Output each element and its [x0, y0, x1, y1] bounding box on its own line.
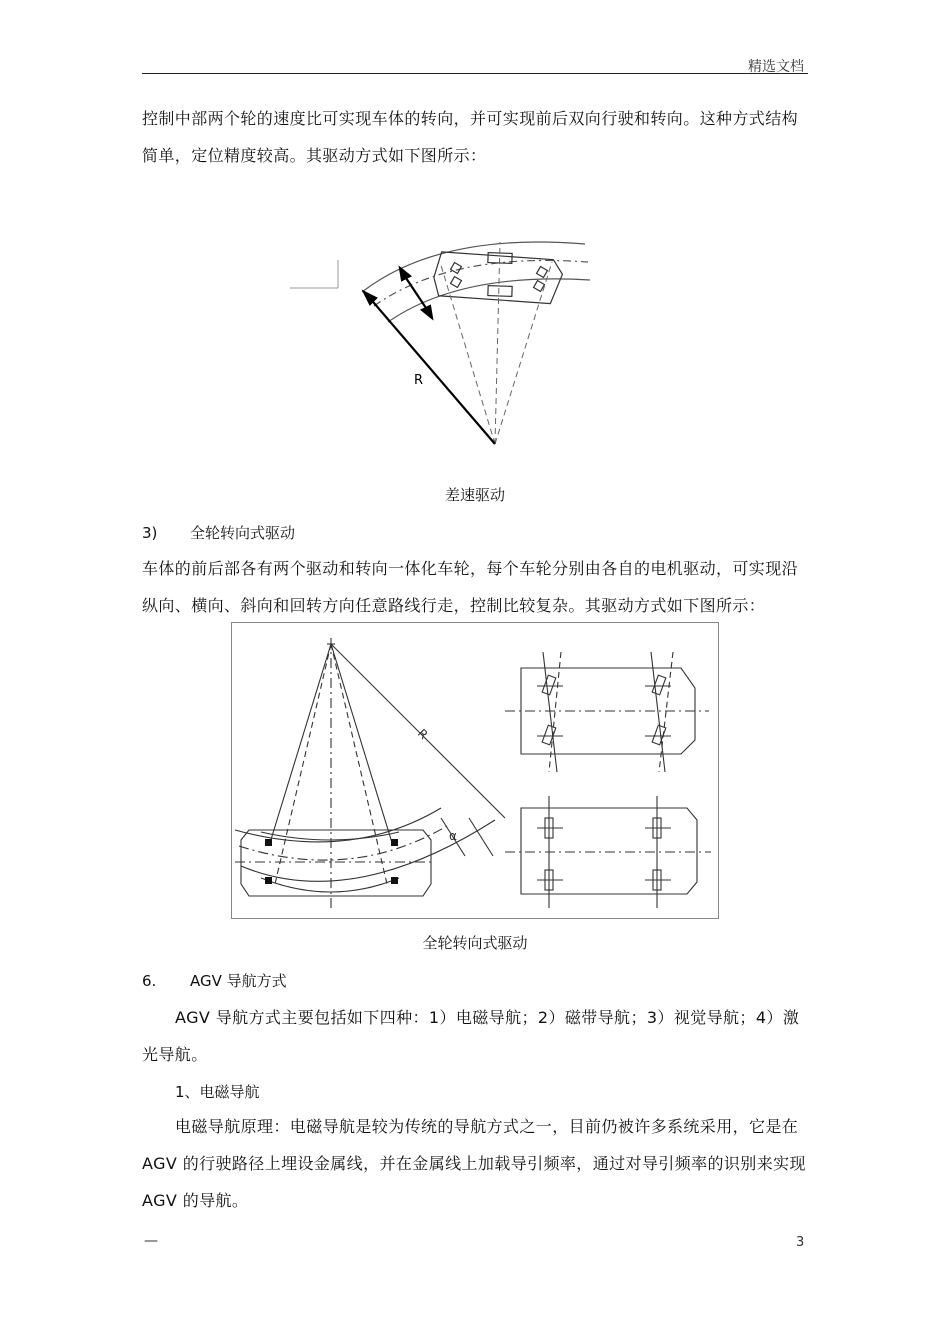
header-divider [142, 73, 808, 74]
figure2-caption: 全轮转向式驱动 [422, 934, 528, 952]
right-top-diagram [505, 652, 709, 772]
angle-label: α [449, 829, 457, 843]
footer-dash: — [144, 1233, 158, 1249]
paragraph-all-wheel: 车体的前后部各有两个驱动和转向一体化车轮，每个车轮分别由各自的电机驱动，可实现沿纵向、横向、斜向和回转方向任意路线行走，控制比较复杂。其驱动方式如下图所示： [142, 559, 799, 615]
section3-heading [142, 522, 295, 543]
all-wheel-steering-figure [231, 622, 719, 919]
vehicle-body [433, 251, 564, 304]
differential-drive-figure [280, 232, 600, 457]
section3-title: 全轮转向式驱动 [190, 524, 296, 542]
center-lines [440, 242, 552, 444]
paragraph-electromagnetic: 电磁导航原理：电磁导航是较为传统的导航方式之一，目前仍被许多系统采用，它是在AGV 的行驶路径上埋设金属线，并在金属线上加载导引频率，通过对导引频率的识别来实现AGV 的导航。 [142, 1117, 806, 1210]
header-label: 精选文档 [748, 59, 804, 75]
section6-title: AGV 导航方式 [190, 972, 287, 990]
section3-number: 3) [142, 524, 158, 542]
paragraph-differential: 控制中部两个轮的速度比可实现车体的转向，并可实现前后双向行驶和转向。这种方式结构简单，定位精度较高。其驱动方式如下图所示： [142, 109, 799, 165]
figure-frame [232, 623, 719, 919]
page-number: 3 [796, 1235, 805, 1250]
subsection1-heading: 1、电磁导航 [175, 1083, 260, 1101]
right-bottom-diagram [505, 796, 711, 908]
radius-label-2: R [414, 726, 431, 743]
left-turn-diagram [235, 638, 505, 912]
corner-mark [290, 260, 338, 288]
paragraph-navigation-types: AGV 导航方式主要包括如下四种：1）电磁导航；2）磁带导航；3）视觉导航；4）激光导航。 [142, 1008, 800, 1064]
section6-heading [142, 970, 287, 991]
figure1-caption: 差速驱动 [444, 486, 505, 504]
radius-arrow [364, 268, 495, 444]
radius-label: R [414, 373, 424, 388]
section6-number: 6. [142, 972, 157, 990]
